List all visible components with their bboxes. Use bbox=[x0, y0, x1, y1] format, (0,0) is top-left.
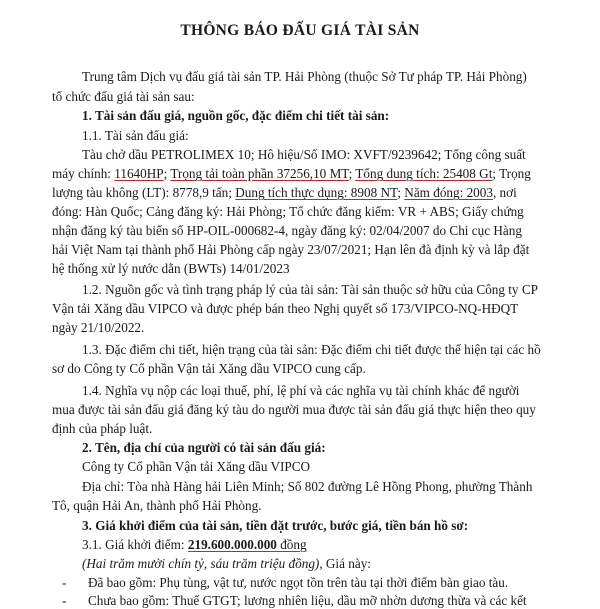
asset-line-3 bbox=[52, 185, 517, 201]
subsection-1-4-line-1: 1.4. Nghĩa vụ nộp các loại thuế, phí, lệ phí và các nghĩa vụ tài chính khác để người bbox=[82, 383, 520, 398]
asset-line-4: đóng: Hàn Quốc; Cảng đăng ký: Hải Phòng; Tổ chức đăng kiểm: VR + ABS; Giấy chứng bbox=[52, 204, 524, 219]
bullet-dash: - bbox=[62, 593, 67, 608]
text: ; bbox=[397, 185, 405, 200]
subsection-1-4-line-3: định của pháp luật. bbox=[52, 421, 153, 436]
text: máy chính: bbox=[52, 166, 115, 181]
asset-line-2 bbox=[52, 166, 531, 182]
starting-price-line bbox=[82, 537, 307, 553]
owner-address-line-1: Địa chỉ: Tòa nhà Hàng hải Liên Minh; Số 802 đường Lê Hồng Phong, phường Thành bbox=[82, 479, 533, 494]
intro-line-2: tổ chức đấu giá tài sản sau: bbox=[52, 89, 195, 104]
intro-line-1: Trung tâm Dịch vụ đấu giá tài sản TP. Hải Phòng (thuộc Sở Tư pháp TP. Hải Phòng) bbox=[82, 69, 527, 84]
asset-line-6: hải Việt Nam tại thành phố Hải Phòng cấp ngày 23/07/2021; Hạn lên đà định kỳ và lắp đặt bbox=[52, 242, 530, 257]
starting-price-label: 3.1. Giá khởi điểm: bbox=[82, 537, 188, 552]
text: ; bbox=[163, 166, 171, 181]
bullet-excluded: Chưa bao gồm: Thuế GTGT; lương nhiên liệu, dầu mỡ nhờn dương thừa và các kết bbox=[88, 593, 527, 608]
section-2-heading: 2. Tên, địa chỉ của người có tài sản đấu giá: bbox=[82, 440, 326, 455]
gross-tonnage: Tổng dung tích: 25408 Gt bbox=[355, 166, 493, 181]
subsection-1-2-line-2: Vận tải Xăng dầu VIPCO và được phép bán theo Nghị quyết số 173/VIPCO-NQ-HĐQT bbox=[52, 301, 519, 316]
owner-company: Công ty Cổ phần Vận tải Xăng dầu VIPCO bbox=[82, 459, 311, 474]
bullet-included: Đã bao gồm: Phụ tùng, vật tư, nước ngọt tồn trên tàu tại thời điểm bàn giao tàu. bbox=[88, 575, 509, 590]
subsection-1-1-heading: 1.1. Tài sản đấu giá: bbox=[82, 128, 189, 143]
starting-price-unit: đồng bbox=[276, 537, 307, 552]
subsection-1-3-line-1: 1.3. Đặc điểm chi tiết, hiện trạng của tài sản: Đặc điểm chi tiết được thể hiện tại các hồ bbox=[82, 342, 541, 357]
subsection-1-4-line-2: mua được tài sản đấu giá đăng ký tàu do người mua được tài sản đấu giá thực hiện theo quy bbox=[52, 402, 536, 417]
owner-address-line-2: Tô, quận Hải An, thành phố Hải Phòng. bbox=[52, 498, 262, 513]
subsection-1-2-line-3: ngày 21/10/2022. bbox=[52, 320, 145, 335]
price-in-words: (Hai trăm mười chín tỷ, sáu trăm triệu đồng) bbox=[82, 556, 320, 571]
price-note: , Giá này: bbox=[319, 556, 371, 571]
price-in-words-line bbox=[82, 556, 371, 572]
starting-price-value: 219.600.000.000 bbox=[187, 537, 277, 552]
asset-line-1: Tàu chở dầu PETROLIMEX 10; Hô hiệu/Số IMO: XVFT/9239642; Tổng công suất bbox=[82, 147, 526, 162]
text: lượng tàu không (LT): 8778,9 tấn; bbox=[52, 185, 236, 200]
section-1-heading: 1. Tài sản đấu giá, nguồn gốc, đặc điểm chi tiết tài sản: bbox=[82, 108, 390, 123]
main-engine-power: 11640HP bbox=[114, 166, 164, 181]
section-3-heading: 3. Giá khởi điểm của tài sản, tiền đặt trước, bước giá, tiền bán hồ sơ: bbox=[82, 518, 469, 533]
subsection-1-2-line-1: 1.2. Nguồn gốc và tình trạng pháp lý của tài sản: Tài sản thuộc sở hữu của Công ty CP bbox=[82, 282, 538, 297]
text: , nơi bbox=[492, 185, 517, 200]
asset-line-7: hệ thống xử lý nước dằn (BWTs) 14/01/2023 bbox=[52, 261, 290, 276]
subsection-1-3-line-2: sơ do Công ty Cổ phần Vận tải Xăng dầu VIPCO cung cấp. bbox=[52, 361, 366, 376]
asset-line-5: nhận đăng ký tàu biển số HP-OIL-000682-4, ngày đăng ký: 02/04/2007 do Chi cục Hàng bbox=[52, 223, 522, 238]
net-tonnage: Dung tích thực dụng: 8908 NT bbox=[235, 185, 398, 200]
deadweight: Trọng tải toàn phần 37256,10 MT bbox=[170, 166, 349, 181]
bullet-dash: - bbox=[62, 575, 67, 590]
page-title: THÔNG BÁO ĐẤU GIÁ TÀI SẢN bbox=[180, 22, 420, 39]
text: ; Trọng bbox=[492, 166, 531, 181]
text: ; bbox=[348, 166, 356, 181]
year-built: Năm đóng: 2003 bbox=[404, 185, 493, 200]
